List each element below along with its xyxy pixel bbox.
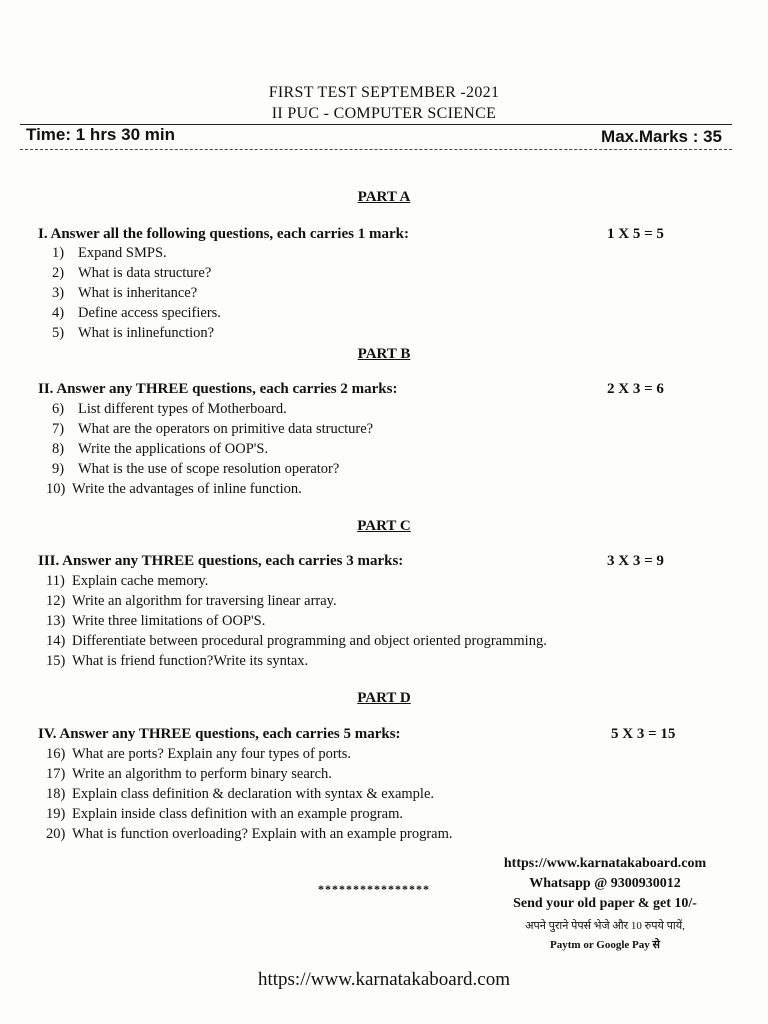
question-number: 20) xyxy=(46,826,66,842)
question-item xyxy=(46,573,208,590)
question-number: 3) xyxy=(52,285,65,301)
question-text: Expand SMPS. xyxy=(78,245,167,261)
question-text: What is inlinefunction? xyxy=(78,325,215,341)
part-a-instruction: I. Answer all the following questions, each carries 1 mark: xyxy=(38,226,409,242)
question-text: Define access specifiers. xyxy=(78,305,221,321)
question-text: What is friend function?Write its syntax. xyxy=(72,653,309,669)
question-text: What is the use of scope resolution operator? xyxy=(78,461,340,477)
question-number: 6) xyxy=(52,401,65,417)
question-item xyxy=(46,481,302,498)
question-item xyxy=(52,285,197,302)
header-rule-bottom xyxy=(20,149,732,150)
question-item xyxy=(46,653,308,670)
question-item xyxy=(46,593,337,610)
question-number: 11) xyxy=(46,573,65,589)
exam-title: FIRST TEST SEPTEMBER -2021 xyxy=(268,84,500,101)
question-item xyxy=(46,786,434,803)
footer-url: https://www.karnatakaboard.com xyxy=(257,969,511,990)
part-c-marks: 3 X 3 = 9 xyxy=(607,553,664,569)
question-text: What are the operators on primitive data structure? xyxy=(78,421,374,437)
question-item xyxy=(52,245,167,262)
question-text: Explain cache memory. xyxy=(72,573,209,589)
question-item xyxy=(52,325,214,342)
question-number: 4) xyxy=(52,305,65,321)
question-number: 1) xyxy=(52,245,65,261)
question-item xyxy=(46,746,351,763)
question-item xyxy=(46,633,547,650)
question-text: What is inheritance? xyxy=(78,285,198,301)
question-text: Explain class definition & declaration with syntax & example. xyxy=(72,786,435,802)
question-item xyxy=(52,265,211,282)
exam-max-marks: Max.Marks : 35 xyxy=(601,127,722,146)
end-marker: **************** xyxy=(318,882,430,896)
question-item xyxy=(46,613,265,630)
part-c-title: PART C xyxy=(357,518,411,534)
promo-url: https://www.karnatakaboard.com xyxy=(503,856,707,871)
question-item xyxy=(52,401,287,418)
question-text: Write an algorithm for traversing linear array. xyxy=(72,593,337,609)
question-text: Write the advantages of inline function. xyxy=(72,481,302,497)
question-number: 7) xyxy=(52,421,65,437)
question-number: 18) xyxy=(46,786,66,802)
question-text: Write an algorithm to perform binary search. xyxy=(72,766,332,782)
question-number: 16) xyxy=(46,746,66,762)
exam-time: Time: 1 hrs 30 min xyxy=(26,125,175,144)
part-a-marks: 1 X 5 = 5 xyxy=(607,226,664,242)
question-text: What is data structure? xyxy=(78,265,212,281)
question-item xyxy=(46,826,453,843)
question-text: List different types of Motherboard. xyxy=(78,401,287,417)
question-number: 8) xyxy=(52,441,65,457)
question-number: 5) xyxy=(52,325,65,341)
question-item xyxy=(46,766,332,783)
promo-whatsapp: Whatsapp @ 9300930012 xyxy=(529,876,681,891)
question-text: What are ports? Explain any four types of ports. xyxy=(72,746,352,762)
question-text: What is function overloading? Explain with an example program. xyxy=(72,826,453,842)
question-number: 14) xyxy=(46,633,66,649)
question-item xyxy=(52,421,373,438)
question-text: Differentiate between procedural programming and object oriented programming. xyxy=(72,633,547,649)
question-text: Write the applications of OOP'S. xyxy=(78,441,269,457)
promo-offer: Send your old paper & get 10/- xyxy=(513,896,697,911)
part-d-instruction: IV. Answer any THREE questions, each carries 5 marks: xyxy=(38,726,401,742)
question-number: 15) xyxy=(46,653,66,669)
question-number: 13) xyxy=(46,613,66,629)
part-a-title: PART A xyxy=(357,189,411,205)
question-number: 9) xyxy=(52,461,65,477)
question-number: 19) xyxy=(46,806,66,822)
question-item xyxy=(52,441,268,458)
promo-hindi: अपने पुराने पेपर्स भेजे और 10 रुपये पायें, xyxy=(525,920,685,932)
question-text: Write three limitations of OOP'S. xyxy=(72,613,266,629)
part-c-instruction: III. Answer any THREE questions, each carries 3 marks: xyxy=(38,553,404,569)
exam-subject: II PUC - COMPUTER SCIENCE xyxy=(271,105,497,122)
part-d-title: PART D xyxy=(357,690,411,706)
question-item xyxy=(46,806,403,823)
promo-payment: Paytm or Google Pay से xyxy=(550,939,660,951)
question-number: 10) xyxy=(46,481,66,497)
question-item xyxy=(52,461,339,478)
question-number: 17) xyxy=(46,766,66,782)
part-b-marks: 2 X 3 = 6 xyxy=(607,381,664,397)
question-item xyxy=(52,305,221,322)
question-number: 12) xyxy=(46,593,66,609)
question-text: Explain inside class definition with an example program. xyxy=(72,806,404,822)
part-b-title: PART B xyxy=(357,346,411,362)
part-b-instruction: II. Answer any THREE questions, each carries 2 marks: xyxy=(38,381,398,397)
part-d-marks: 5 X 3 = 15 xyxy=(611,726,676,742)
question-number: 2) xyxy=(52,265,65,281)
